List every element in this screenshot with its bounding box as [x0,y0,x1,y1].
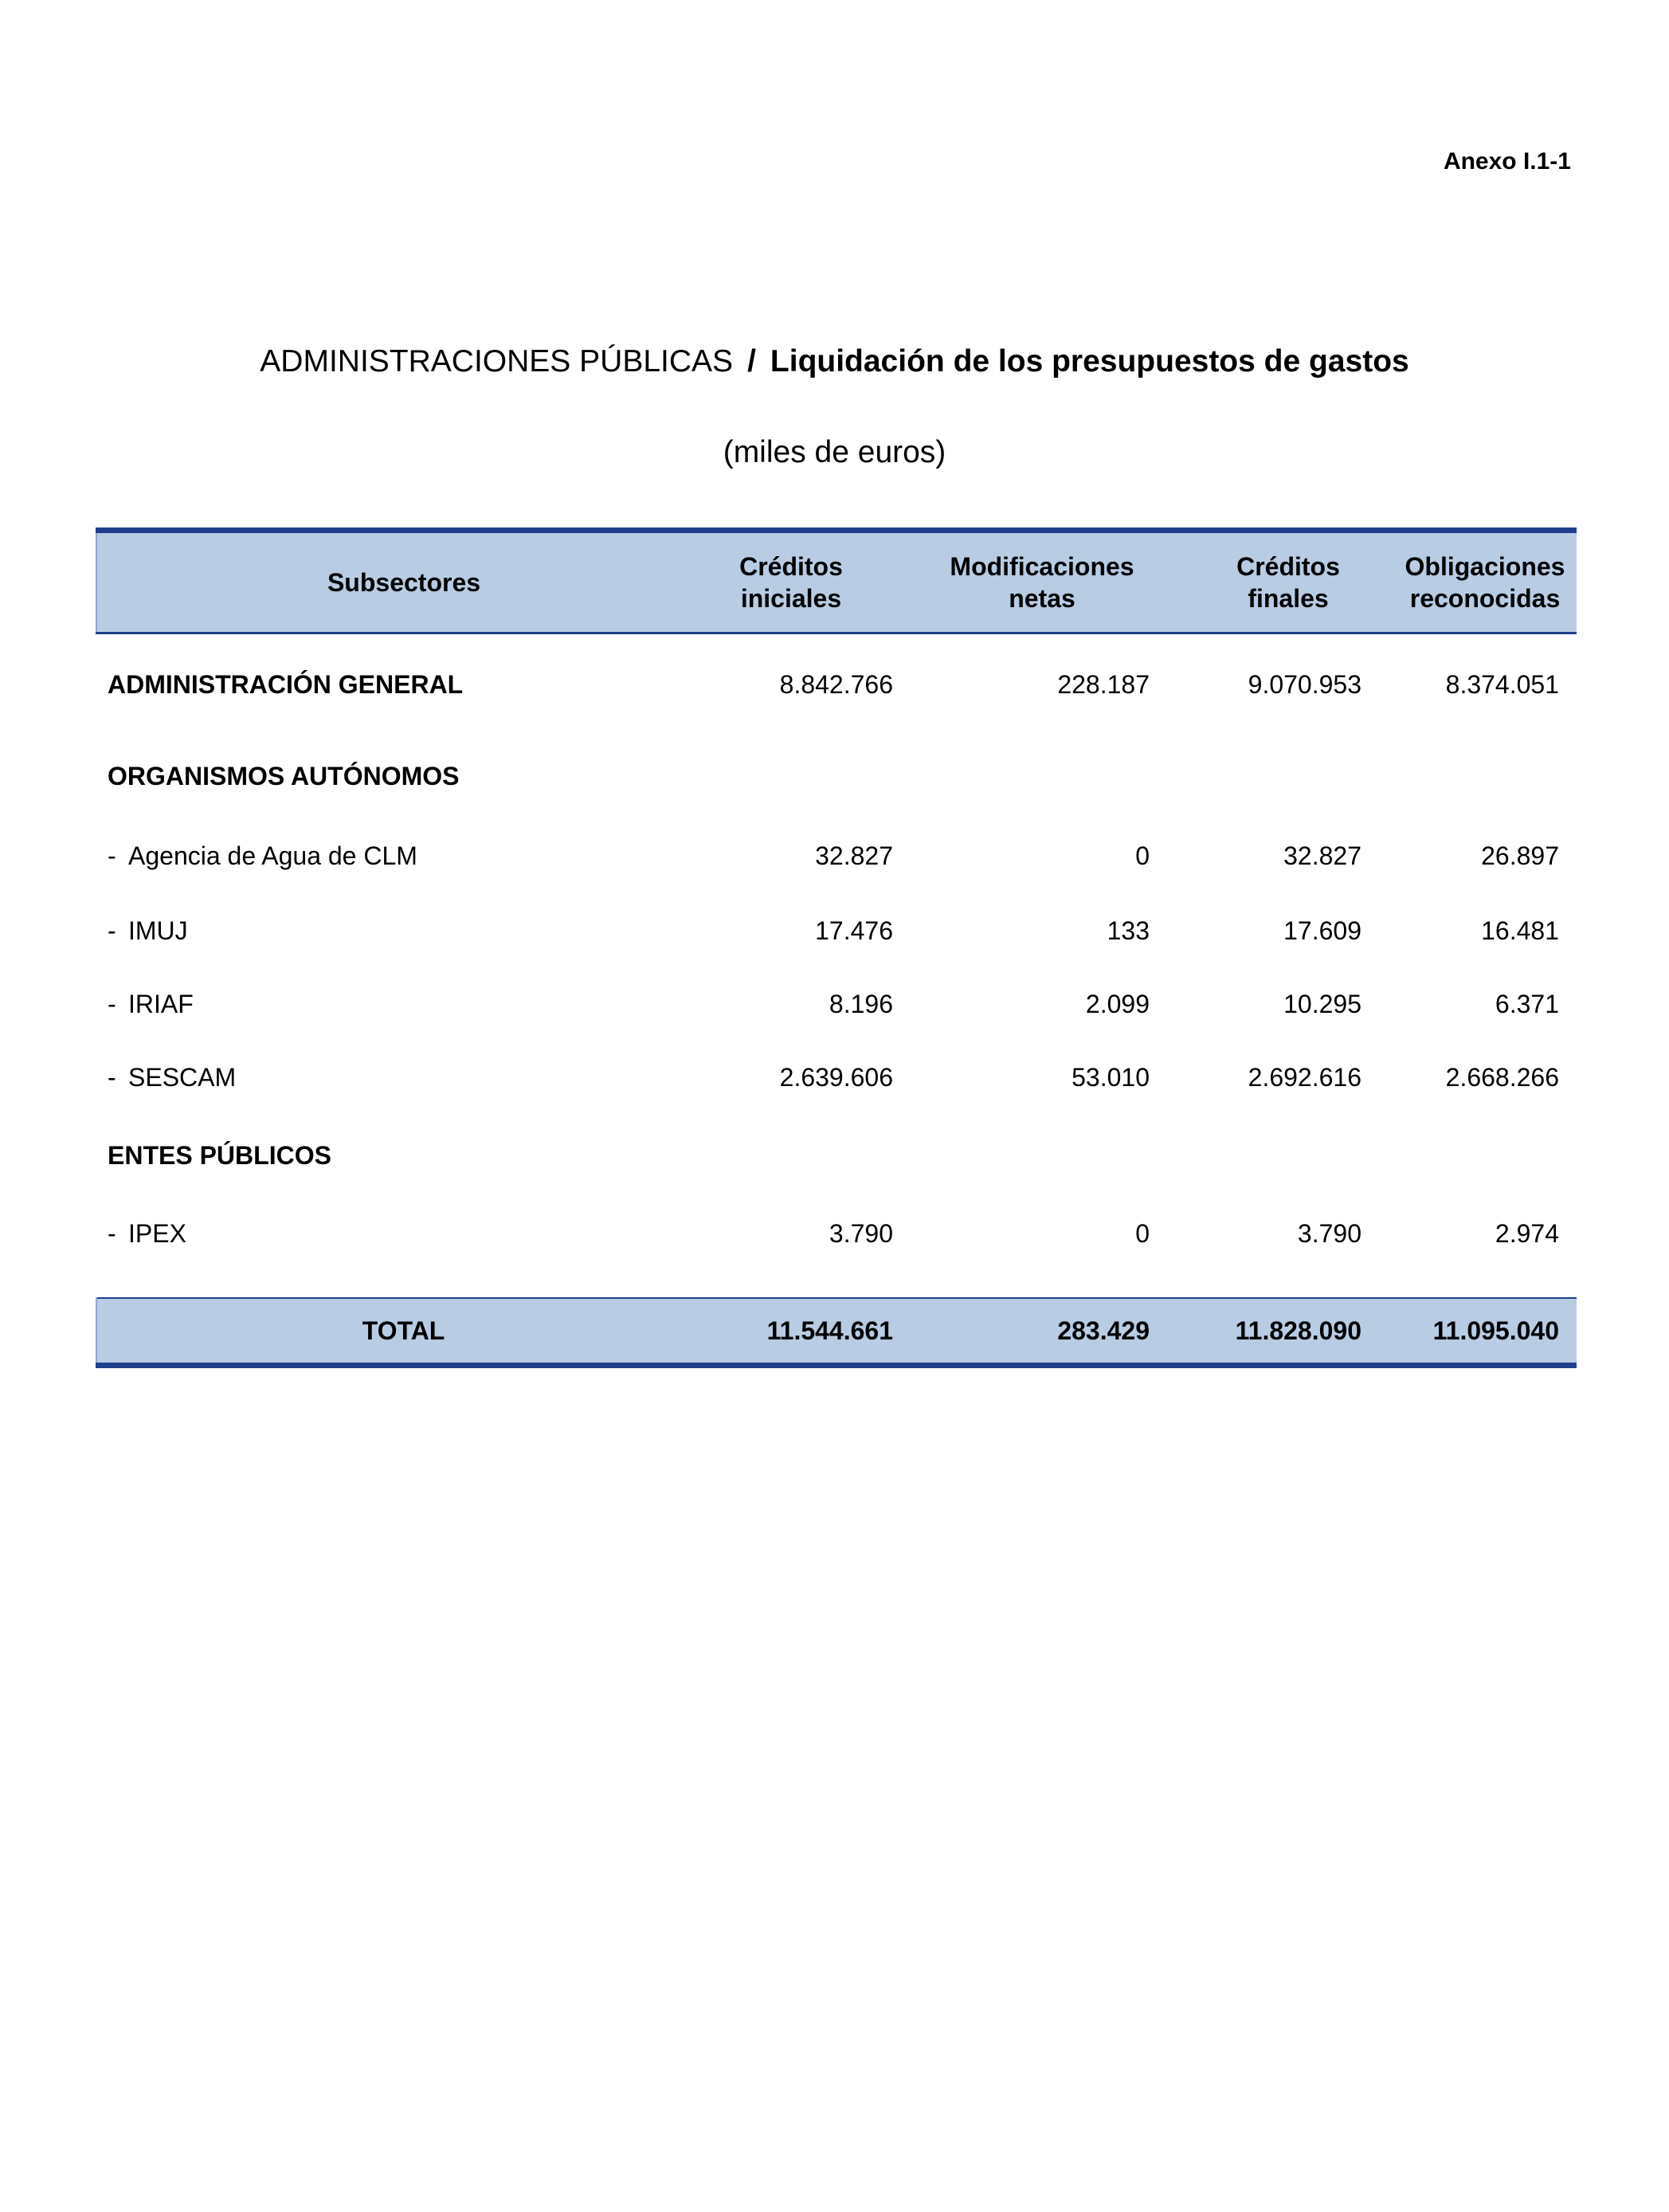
table-spacer-row [96,1270,1577,1298]
row-label: SESCAM [128,1062,237,1092]
row-label: IRIAF [128,989,194,1018]
cell-creditos-finales: 32.827 [1283,841,1361,870]
row-label: Agencia de Agua de CLM [128,841,417,870]
cell-creditos-iniciales: 8.196 [829,989,893,1018]
units-subtitle: (miles de euros) [723,435,946,469]
header-spacer [96,531,128,633]
cell-creditos-finales: 2.692.616 [1248,1062,1361,1092]
row-dash: - [108,1218,116,1248]
row-dash: - [108,916,116,945]
total-obligaciones: 11.095.040 [1379,1298,1577,1366]
group-label: ORGANISMOS AUTÓNOMOS [108,761,460,790]
row-label: IPEX [128,1218,186,1248]
header-creditos-iniciales: Créditos iniciales [680,531,911,633]
cell-creditos-finales: 17.609 [1283,916,1361,945]
group-label: ENTES PÚBLICOS [108,1140,331,1170]
cell-obligaciones: 6.371 [1495,989,1559,1018]
cell-modificaciones: 53.010 [1072,1062,1150,1092]
cell-modificaciones: 2.099 [1085,989,1150,1018]
table-header-row [96,531,1577,633]
title-separator: / [747,344,756,378]
annex-label: Anexo I.1-1 [1443,148,1571,175]
budget-table [96,528,1577,1368]
row-dash: - [108,989,116,1018]
header-modificaciones-netas: Modificaciones netas [911,531,1166,633]
row-label: IMUJ [128,916,188,945]
header-obligaciones-reconocidas: Obligaciones reconocidas [1379,531,1577,633]
total-creditos-iniciales: 11.544.661 [680,1298,911,1366]
table-row [96,818,1577,894]
cell-creditos-finales: 10.295 [1283,989,1361,1018]
title-part-a: ADMINISTRACIONES PÚBLICAS [260,344,734,378]
table-row [96,1197,1577,1270]
cell-obligaciones: 26.897 [1481,841,1559,870]
cell-creditos-iniciales: 17.476 [815,916,893,945]
header-creditos-finales: Créditos finales [1166,531,1379,633]
cell-creditos-finales: 9.070.953 [1248,669,1361,699]
table-row [96,967,1577,1041]
cell-modificaciones: 133 [1107,916,1150,945]
total-label: TOTAL [128,1298,680,1366]
table-row [96,1041,1577,1114]
header-subsectores: Subsectores [128,531,680,633]
row-dash: - [108,841,116,870]
budget-table-container [96,528,1576,1368]
cell-creditos-iniciales: 2.639.606 [779,1062,893,1092]
cell-creditos-iniciales: 32.827 [815,841,893,870]
row-label: ADMINISTRACIÓN GENERAL [108,669,464,699]
cell-modificaciones: 0 [1135,841,1150,870]
cell-creditos-iniciales: 8.842.766 [779,669,893,699]
cell-modificaciones: 228.187 [1057,669,1150,699]
table-row-admin-general [96,633,1577,735]
total-modificaciones: 283.429 [911,1298,1166,1366]
total-spacer [96,1298,128,1366]
table-total-row [96,1298,1577,1366]
cell-modificaciones: 0 [1135,1218,1150,1248]
cell-creditos-iniciales: 3.790 [829,1218,893,1248]
title-part-b: Liquidación de los presupuestos de gastos [770,344,1409,378]
row-dash: - [108,1062,116,1092]
table-row-group-entes [96,1114,1577,1197]
page-title [0,344,1669,379]
table-row-group-organismos [96,735,1577,818]
cell-obligaciones: 16.481 [1481,916,1559,945]
cell-creditos-finales: 3.790 [1297,1218,1361,1248]
cell-obligaciones: 2.974 [1495,1218,1559,1248]
cell-obligaciones: 2.668.266 [1445,1062,1559,1092]
cell-obligaciones: 8.374.051 [1445,669,1559,699]
table-row [96,894,1577,967]
total-creditos-finales: 11.828.090 [1166,1298,1379,1366]
